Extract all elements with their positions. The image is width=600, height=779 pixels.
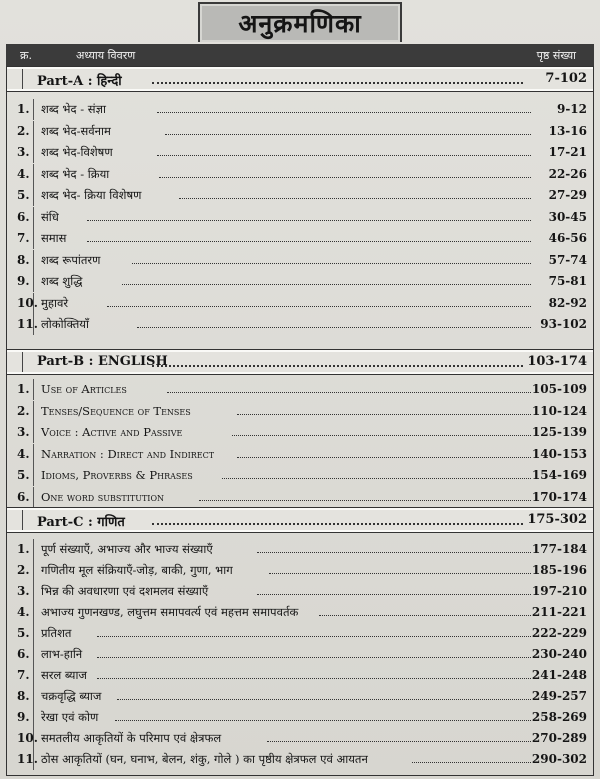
row-leader-dots	[157, 112, 531, 113]
toc-row	[7, 379, 593, 400]
toc-row	[7, 271, 593, 292]
row-divider	[33, 228, 34, 249]
row-pages: 93-102	[540, 317, 587, 331]
toc-row	[7, 560, 593, 581]
row-number: 5.	[17, 468, 30, 483]
row-pages: 222-229	[531, 626, 587, 640]
row-chapter: शब्द भेद-विशेषण	[41, 145, 113, 159]
row-divider	[33, 121, 34, 142]
row-number: 8.	[17, 252, 30, 267]
row-divider	[33, 250, 34, 271]
row-number: 10.	[17, 731, 38, 745]
row-chapter: शब्द भेद - क्रिया	[41, 166, 110, 181]
row-divider	[33, 581, 34, 602]
row-number: 2.	[17, 563, 30, 577]
toc-row	[7, 142, 593, 163]
row-chapter: भिन्न की अवधारणा एवं दशमलव संख्याएँ	[41, 584, 209, 598]
row-number: 5.	[17, 626, 30, 640]
row-pages: 22-26	[548, 166, 587, 181]
row-chapter: रेखा एवं कोण	[41, 710, 99, 724]
row-chapter: गणितीय मूल संक्रियाएँ-जोड़, बाकी, गुणा, भाग	[41, 563, 233, 577]
row-pages: 230-240	[531, 647, 587, 661]
row-divider	[33, 379, 34, 400]
row-leader-dots	[269, 573, 531, 574]
row-number: 4.	[17, 605, 30, 619]
row-chapter: समतलीय आकृतियों के परिमाप एवं क्षेत्रफल	[41, 731, 222, 745]
row-number: 3.	[17, 425, 30, 440]
row-chapter: Tenses/Sequence of Tenses	[41, 403, 191, 418]
row-pages: 105-109	[531, 382, 587, 396]
part-pages: 7-102	[545, 71, 587, 86]
row-chapter: शब्द भेद-सर्वनाम	[41, 123, 111, 138]
row-pages: 13-16	[548, 123, 587, 138]
part-title: Part-B : ENGLISH	[37, 354, 168, 369]
row-leader-dots	[137, 327, 531, 328]
row-number: 2.	[17, 403, 30, 418]
row-leader-dots	[199, 500, 531, 501]
row-number: 4.	[17, 166, 30, 181]
row-leader-dots	[87, 220, 531, 221]
row-number: 6.	[17, 209, 30, 224]
row-leader-dots	[257, 552, 531, 553]
toc-row	[7, 99, 593, 120]
row-number: 1.	[17, 102, 30, 116]
part-pages: 103-174	[527, 354, 587, 369]
row-chapter: पूर्ण संख्याएँ, अभाज्य और भाज्य संख्याएँ	[41, 542, 213, 556]
row-chapter: ठोस आकृतियों (घन, घनाभ, बेलन, शंकु, गोले ) का पृष्ठीय क्षेत्रफल एवं आयतन	[41, 752, 368, 766]
row-pages: 17-21	[548, 145, 587, 159]
row-number: 6.	[17, 647, 30, 661]
row-leader-dots	[97, 657, 531, 658]
toc-row	[7, 465, 593, 486]
toc-row	[7, 602, 593, 623]
row-leader-dots	[237, 414, 531, 415]
part-heading	[7, 349, 593, 375]
part-title: Part-A : हिन्दी	[37, 74, 122, 89]
row-chapter: मुहावरे	[41, 295, 69, 310]
row-pages: 249-257	[531, 689, 587, 703]
toc-row	[7, 250, 593, 271]
row-number: 3.	[17, 145, 30, 159]
row-leader-dots	[132, 263, 531, 264]
toc-row	[7, 185, 593, 206]
row-leader-dots	[319, 615, 531, 616]
row-chapter: शब्द रूपांतरण	[41, 252, 101, 267]
part-divider	[22, 352, 23, 372]
row-leader-dots	[117, 699, 531, 700]
row-divider	[33, 623, 34, 644]
row-leader-dots	[165, 134, 531, 135]
part-leader-dots	[152, 523, 523, 525]
row-divider	[33, 465, 34, 486]
row-chapter: संधि	[41, 209, 59, 224]
row-divider	[33, 164, 34, 185]
row-divider	[33, 99, 34, 120]
row-chapter: प्रतिशत	[41, 626, 72, 640]
toc-row	[7, 686, 593, 707]
row-number: 5.	[17, 188, 30, 202]
row-pages: 177-184	[531, 542, 587, 556]
row-number: 2.	[17, 123, 30, 138]
row-leader-dots	[267, 741, 531, 742]
row-pages: 75-81	[548, 274, 587, 288]
row-leader-dots	[412, 762, 531, 763]
row-divider	[33, 207, 34, 228]
row-divider	[33, 686, 34, 707]
contents-table	[6, 66, 594, 776]
toc-row	[7, 581, 593, 602]
row-chapter: Use of Articles	[41, 382, 127, 396]
header-page-label: पृष्ठ संख्या	[536, 48, 576, 62]
part-title: Part-C : गणित	[37, 515, 125, 530]
row-divider	[33, 142, 34, 163]
row-pages: 125-139	[531, 425, 587, 440]
row-chapter: अभाज्य गुणनखण्ड, लघुत्तम समापवर्त्य एवं महत्तम समापवर्तक	[41, 605, 299, 619]
header-chapter-label: अध्याय विवरण	[76, 48, 136, 62]
row-number: 9.	[17, 274, 30, 288]
row-chapter: चक्रवृद्धि ब्याज	[41, 689, 102, 703]
row-leader-dots	[157, 155, 531, 156]
row-leader-dots	[97, 636, 531, 637]
row-pages: 46-56	[548, 231, 587, 245]
page-title: अनुक्रमणिका	[198, 2, 402, 42]
row-pages: 185-196	[531, 563, 587, 577]
row-leader-dots	[167, 392, 531, 393]
row-leader-dots	[87, 241, 531, 242]
row-chapter: One word substitution	[41, 490, 165, 504]
row-pages: 154-169	[531, 468, 587, 483]
row-pages: 110-124	[531, 403, 587, 418]
part-heading	[7, 67, 593, 92]
row-number: 10.	[17, 295, 38, 310]
row-pages: 27-29	[548, 188, 587, 202]
row-chapter: लोकोक्तियाँ	[41, 317, 89, 331]
row-divider	[33, 560, 34, 581]
row-divider	[33, 707, 34, 728]
row-chapter: Narration : Direct and Indirect	[41, 446, 215, 461]
row-leader-dots	[179, 198, 531, 199]
row-chapter: शब्द शुद्धि	[41, 274, 83, 288]
toc-row	[7, 539, 593, 560]
part-leader-dots	[152, 82, 523, 84]
row-chapter: शब्द भेद- क्रिया विशेषण	[41, 188, 142, 202]
row-leader-dots	[97, 678, 531, 679]
row-number: 7.	[17, 231, 30, 245]
row-chapter: शब्द भेद - संज्ञा	[41, 102, 106, 116]
row-chapter: Idioms, Proverbs & Phrases	[41, 468, 193, 483]
toc-row	[7, 422, 593, 443]
toc-row	[7, 121, 593, 142]
row-pages: 82-92	[548, 295, 587, 310]
toc-row	[7, 707, 593, 728]
toc-row	[7, 444, 593, 465]
toc-row	[7, 487, 593, 508]
toc-row	[7, 228, 593, 249]
row-chapter: समास	[41, 231, 67, 245]
row-pages: 140-153	[531, 446, 587, 461]
row-leader-dots	[237, 457, 531, 458]
row-pages: 211-221	[531, 605, 587, 619]
row-pages: 30-45	[548, 209, 587, 224]
row-number: 1.	[17, 382, 30, 396]
row-number: 11.	[17, 317, 38, 331]
row-leader-dots	[232, 435, 531, 436]
row-leader-dots	[222, 478, 531, 479]
header-number-label: क्र.	[20, 48, 32, 62]
row-divider	[33, 401, 34, 422]
row-leader-dots	[122, 284, 531, 285]
row-divider	[33, 422, 34, 443]
row-pages: 57-74	[548, 252, 587, 267]
row-chapter: Voice : Active and Passive	[41, 425, 183, 440]
toc-row	[7, 293, 593, 314]
toc-row	[7, 665, 593, 686]
row-number: 11.	[17, 752, 38, 766]
row-number: 3.	[17, 584, 30, 598]
part-divider	[22, 69, 23, 89]
row-pages: 9-12	[556, 102, 587, 116]
row-divider	[33, 271, 34, 292]
row-leader-dots	[107, 306, 531, 307]
toc-row	[7, 728, 593, 749]
toc-row	[7, 314, 593, 335]
column-header	[6, 44, 594, 66]
row-divider	[33, 185, 34, 206]
row-number: 7.	[17, 668, 30, 682]
row-divider	[33, 487, 34, 508]
row-leader-dots	[257, 594, 531, 595]
row-divider	[33, 665, 34, 686]
row-leader-dots	[159, 177, 531, 178]
row-chapter: सरल ब्याज	[41, 668, 87, 682]
row-pages: 241-248	[531, 668, 587, 682]
toc-row	[7, 207, 593, 228]
row-pages: 197-210	[531, 584, 587, 598]
row-divider	[33, 644, 34, 665]
row-leader-dots	[115, 720, 531, 721]
row-number: 6.	[17, 490, 30, 504]
part-divider	[22, 510, 23, 530]
part-pages: 175-302	[527, 512, 587, 527]
row-number: 9.	[17, 710, 30, 724]
row-chapter: लाभ-हानि	[41, 647, 83, 661]
row-pages: 290-302	[531, 752, 587, 766]
row-number: 1.	[17, 542, 30, 556]
toc-row	[7, 749, 593, 770]
row-divider	[33, 444, 34, 465]
row-pages: 258-269	[531, 710, 587, 724]
row-number: 8.	[17, 689, 30, 703]
toc-row	[7, 623, 593, 644]
toc-row	[7, 164, 593, 185]
part-heading	[7, 507, 593, 533]
row-divider	[33, 602, 34, 623]
row-number: 4.	[17, 446, 30, 461]
row-pages: 270-289	[531, 731, 587, 745]
part-leader-dots	[152, 365, 523, 367]
row-pages: 170-174	[531, 490, 587, 504]
toc-row	[7, 644, 593, 665]
row-divider	[33, 539, 34, 560]
title-bar	[0, 0, 600, 44]
toc-row	[7, 401, 593, 422]
